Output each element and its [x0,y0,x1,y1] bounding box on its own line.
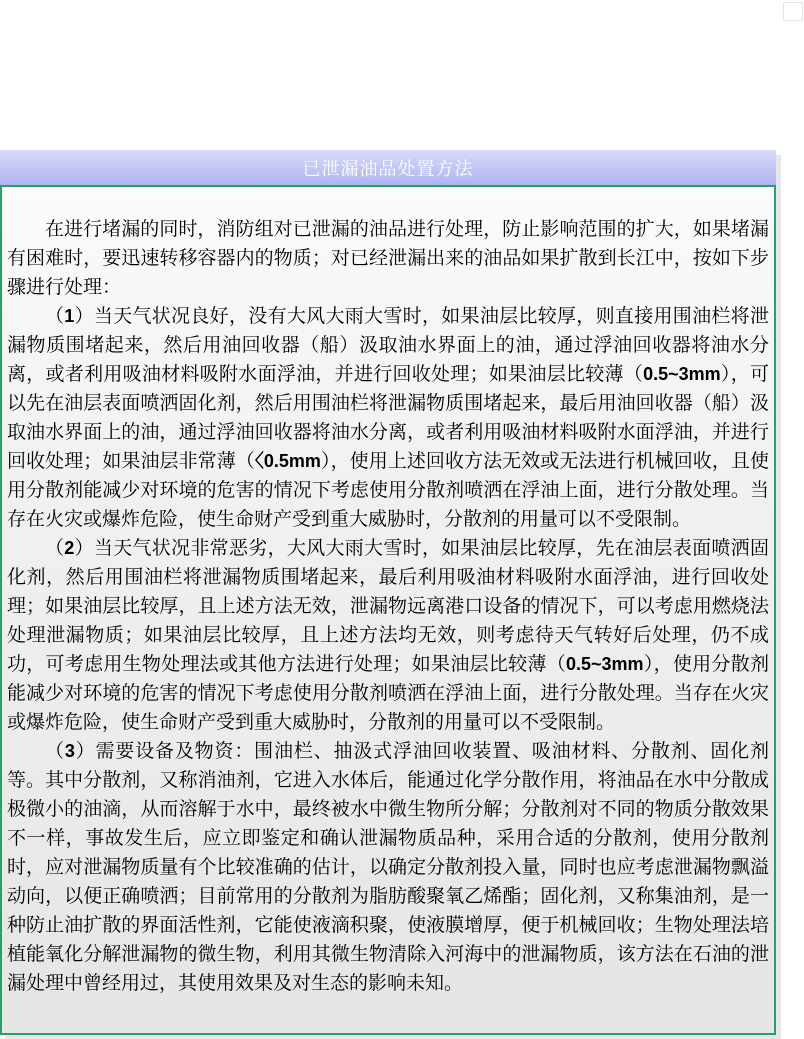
text-run: ）当天气状况非常恶劣，大风大雨大雪时，如果油层比较厚，先在油层表面喷洒固化剂，然后用围油栏将泄漏物质围堵起来，最后利用吸油材料吸附水面浮油，进行回收处理；如果油层比较厚，且上述方法无效，泄漏物远离港口设备的情况下，可以考虑用燃烧法处理泄漏物质；如果油层比较厚，且上述方法均无效，则考虑待天气转好后处理，仍不成功，可考虑用生物处理法或其他方法进行处理；如果油层比较薄（ [7,538,769,675]
paragraph [7,534,769,737]
paragraph [7,215,769,302]
bold-text-run: 0.5~3mm [565,654,644,674]
paragraph [7,302,769,534]
text-run: ），使用上述回收方法无效或无法进行机械回收，且使用分散剂能减少对环境的危害的情况下考虑使用分散剂喷洒在浮油上面，进行分散处理。当存在火灾或爆炸危险，使生命财产受到重大威胁时，分散剂的用量可以不受限制。 [7,451,769,530]
bold-text-run: 2 [64,538,75,558]
empty-image-placeholder-icon [783,2,803,21]
bold-text-run: 〈0.5mm [254,451,321,471]
text-run: 在进行堵漏的同时，消防组对已泄漏的油品进行处理，防止影响范围的扩大，如果堵漏有困难时，要迅速转移容器内的物质；对已经泄漏出来的油品如果扩散到长江中，按如下步骤进行处理： [7,219,769,298]
bold-text-run: 1 [64,306,75,326]
text-run: ），使用分散剂能减少对环境的危害的情况下考虑使用分散剂喷洒在浮油上面，进行分散处理。当存在火灾或爆炸危险，使生命财产受到重大威胁时，分散剂的用量可以不受限制。 [7,654,769,733]
content-body [7,215,769,998]
text-run: ）当天气状况良好，没有大风大雨大雪时，如果油层比较厚，则直接用围油栏将泄漏物质围堵起来，然后用油回收器（船）汲取油水界面上的油，通过浮油回收器将油水分离，或者利用吸油材料吸附水面浮油，并进行回收处理；如果油层比较薄（ [7,306,769,385]
title-bar [0,150,776,185]
content-box [0,185,776,1035]
bold-text-run: 0.5~3mm [643,364,721,384]
text-run: ），可以先在油层表面喷洒固化剂，然后用围油栏将泄漏物质围堵起来，最后用油回收器（船）汲取油水界面上的油，通过浮油回收器将油水分离，或者利用吸油材料吸附水面浮油，并进行回收处理；如果油层非常薄（ [7,364,769,472]
paragraph [7,737,769,998]
page-title: 已泄漏油品处置方法 [302,158,474,179]
text-run: （ [45,538,65,559]
text-run: （ [45,741,65,762]
text-run: ）需要设备及物资：围油栏、抽汲式浮油回收装置、吸油材料、分散剂、固化剂等。其中分散剂，又称消油剂，它进入水体后，能通过化学分散作用，将油品在水中分散成极微小的油滴，从而溶解于水中，最终被水中微生物所分解；分散剂对不同的物质分散效果不一样，事故发生后，应立即鉴定和确认泄漏物质品种，采用合适的分散剂，使用分散剂时，应对泄漏物质量有个比较准确的估计，以确定分散剂投入量，同时也应考虑泄漏物飘溢动向，以便正确喷洒；目前常用的分散剂为脂肪酸聚氧乙烯酯；固化剂，又称集油剂，是一种防止油扩散的界面活性剂，它能使液滴积聚，使液膜增厚，便于机械回收；生物处理法培植能氧化分解泄漏物的微生物，利用其微生物清除入河海中的泄漏物质，该方法在石油的泄漏处理中曾经用过，其使用效果及对生态的影响未知。 [7,741,769,994]
bold-text-run: 3 [64,741,75,761]
text-run: （ [45,306,65,327]
document-panel [0,150,776,1035]
